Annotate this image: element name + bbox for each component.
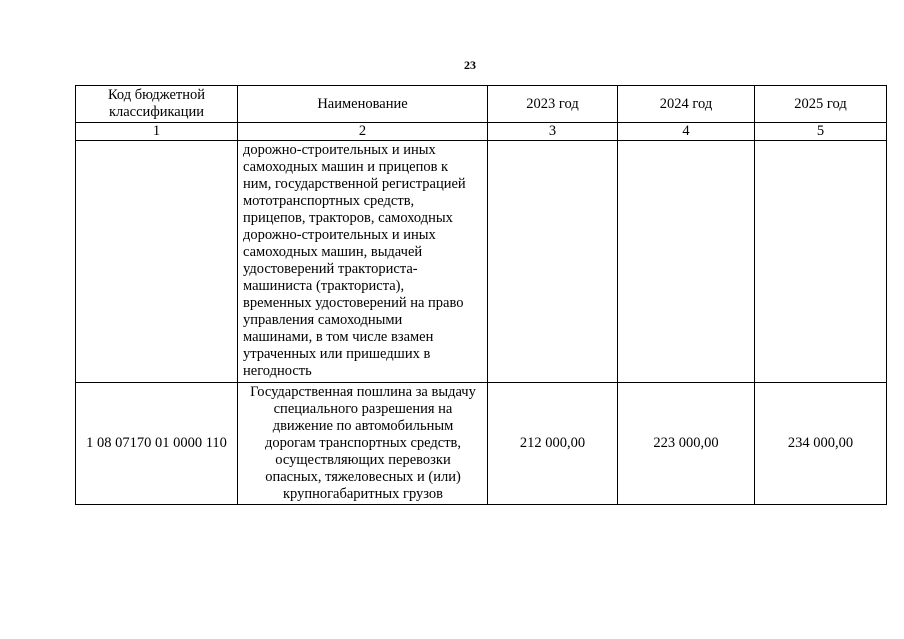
page-number: 23 bbox=[464, 58, 476, 72]
value-2023-cell: 212 000,00 bbox=[488, 383, 618, 505]
name-line: опасных, тяжеловесных и (или) bbox=[265, 469, 461, 485]
column-number-row bbox=[76, 123, 887, 141]
column-number: 4 bbox=[618, 123, 755, 141]
header-name: Наименование bbox=[238, 86, 488, 123]
name-line: машинами, в том числе взамен bbox=[243, 329, 434, 345]
name-line: самоходных машин, выдачей bbox=[243, 244, 423, 260]
header-code: Код бюджетной классификации bbox=[76, 86, 238, 123]
name-line: специального разрешения на bbox=[273, 401, 453, 417]
header-2024: 2024 год bbox=[618, 86, 755, 123]
name-line: движение по автомобильным bbox=[272, 418, 454, 434]
name-line: мототранспортных средств, bbox=[243, 193, 415, 209]
header-row bbox=[76, 86, 887, 123]
name-line: удостоверений тракториста- bbox=[243, 261, 418, 277]
table-row bbox=[76, 383, 887, 505]
name-line: осуществляющих перевозки bbox=[275, 452, 451, 468]
name-line: утраченных или пришедших в bbox=[243, 346, 431, 362]
value-2023-cell bbox=[488, 141, 618, 383]
code-cell: 1 08 07170 01 0000 110 bbox=[76, 383, 238, 505]
name-line: дорожно-строительных и иных bbox=[243, 227, 436, 243]
column-number: 3 bbox=[488, 123, 618, 141]
value-2024-cell: 223 000,00 bbox=[618, 383, 755, 505]
name-line: самоходных машин и прицепов к bbox=[243, 159, 449, 175]
value-2024-cell bbox=[618, 141, 755, 383]
name-line: прицепов, тракторов, самоходных bbox=[243, 210, 453, 226]
value-2025-cell bbox=[755, 141, 887, 383]
name-cell bbox=[238, 383, 488, 505]
name-line: управления самоходными bbox=[243, 312, 403, 328]
table-row bbox=[76, 141, 887, 383]
code-cell bbox=[76, 141, 238, 383]
header-2025: 2025 год bbox=[755, 86, 887, 123]
header-2023: 2023 год bbox=[488, 86, 618, 123]
name-line: ним, государственной регистрацией bbox=[243, 176, 466, 192]
name-line: крупногабаритных грузов bbox=[282, 486, 444, 502]
column-number: 5 bbox=[755, 123, 887, 141]
column-number: 2 bbox=[238, 123, 488, 141]
budget-table bbox=[75, 85, 887, 505]
name-line: Государственная пошлина за выдачу bbox=[250, 384, 476, 400]
name-line: дорожно-строительных и иных bbox=[243, 142, 436, 158]
name-line: дорогам транспортных средств, bbox=[264, 435, 462, 451]
name-cell bbox=[238, 141, 488, 383]
name-line: временных удостоверений на право bbox=[243, 295, 464, 311]
name-line: машиниста (тракториста), bbox=[243, 278, 405, 294]
value-2025-cell: 234 000,00 bbox=[755, 383, 887, 505]
column-number: 1 bbox=[76, 123, 238, 141]
name-line: негодность bbox=[243, 363, 312, 379]
